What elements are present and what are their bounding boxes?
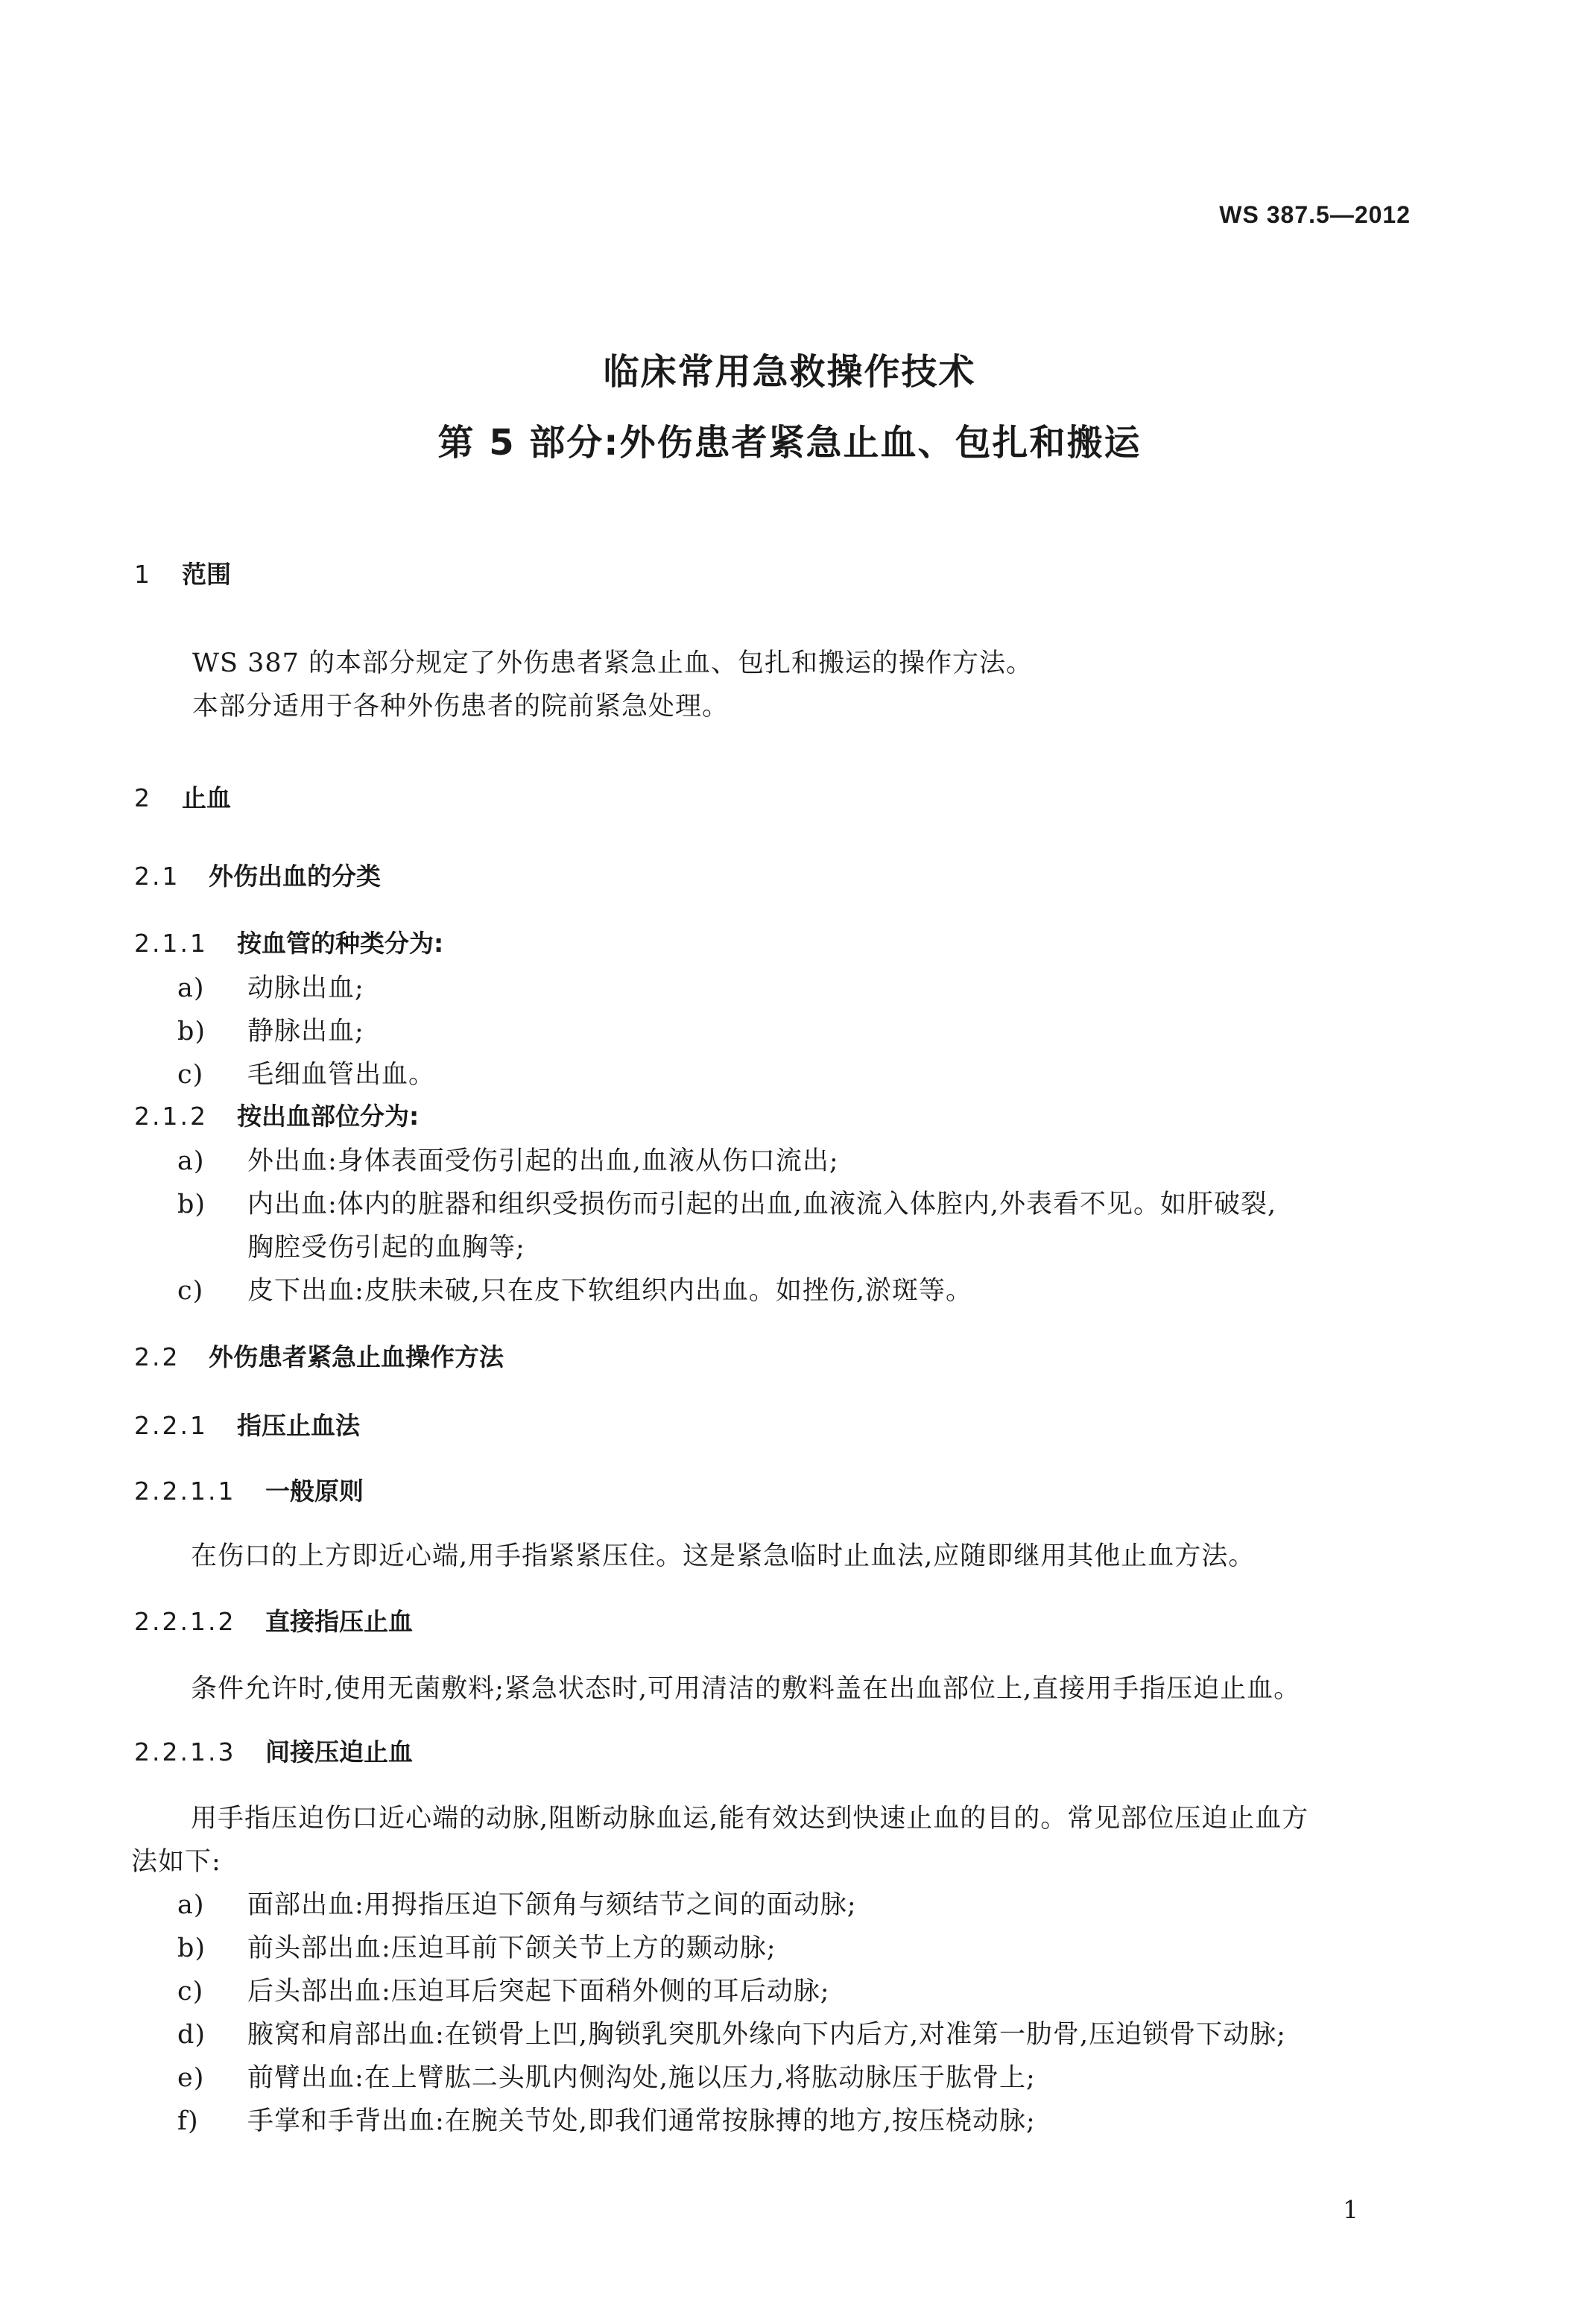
- list-marker: c): [177, 1060, 204, 1090]
- heading-number: 2.2.1: [134, 1411, 208, 1440]
- list-item: [177, 967, 364, 1005]
- heading-2-2: [134, 1338, 504, 1373]
- list-text: 后头部出血:压迫耳后突起下面稍外侧的耳后动脉;: [247, 1977, 830, 2006]
- heading-number: 2.1.2: [134, 1102, 208, 1131]
- list-text: 皮下出血:皮肤未破,只在皮下软组织内出血。如挫伤,淤斑等。: [247, 1276, 973, 1306]
- paragraph: 用手指压迫伤口近心端的动脉,阻断动脉血运,能有效达到快速止血的目的。常见部位压迫止血方: [191, 1804, 1309, 1834]
- standard-code: WS 387.5—2012: [1219, 201, 1411, 228]
- heading-number: 2.1: [134, 862, 180, 891]
- list-text: 外出血:身体表面受伤引起的出血,血液从伤口流出;: [247, 1146, 839, 1176]
- heading-title: 直接指压止血: [265, 1607, 413, 1636]
- list-marker: a): [177, 1146, 205, 1176]
- heading-2: [134, 779, 231, 814]
- list-item: [177, 1884, 857, 1922]
- list-marker: a): [177, 1890, 205, 1920]
- list-marker: e): [177, 2063, 205, 2093]
- list-item: [177, 1270, 972, 1307]
- list-marker: f): [177, 2106, 199, 2136]
- page-number: 1: [1343, 2195, 1358, 2224]
- heading-number: 2.2.1.2: [134, 1607, 236, 1636]
- heading-number: 2.2.1.3: [134, 1737, 236, 1766]
- heading-1: [134, 555, 231, 590]
- list-item-continuation: 胸腔受伤引起的血胸等;: [247, 1233, 525, 1263]
- list-marker: d): [177, 2020, 206, 2050]
- heading-2-2-1-1: [134, 1472, 364, 1507]
- list-text: 静脉出血;: [247, 1017, 364, 1046]
- list-marker: c): [177, 1276, 204, 1306]
- heading-title: 范围: [182, 560, 231, 589]
- heading-2-2-1-2: [134, 1603, 413, 1638]
- heading-title: 按血管的种类分为:: [237, 929, 444, 958]
- list-item: [177, 1184, 1276, 1221]
- list-marker: b): [177, 1017, 206, 1046]
- heading-title: 外伤出血的分类: [209, 862, 381, 891]
- list-item: [177, 2014, 1286, 2051]
- heading-number: 2.2: [134, 1342, 180, 1371]
- heading-title: 间接压迫止血: [265, 1737, 413, 1766]
- heading-number: 1: [134, 560, 152, 589]
- list-marker: b): [177, 1190, 206, 1219]
- list-text: 毛细血管出血。: [247, 1060, 436, 1090]
- heading-number: 2.2.1.1: [134, 1477, 236, 1506]
- heading-2-2-1: [134, 1406, 360, 1442]
- list-text: 前头部出血:压迫耳前下颌关节上方的颞动脉;: [247, 1933, 776, 1963]
- heading-number: 2: [134, 783, 152, 812]
- list-text: 动脉出血;: [247, 973, 364, 1003]
- list-item: [177, 1927, 776, 1965]
- list-item: [177, 2100, 1036, 2138]
- paragraph: 本部分适用于各种外伤患者的院前紧急处理。: [192, 692, 730, 721]
- heading-2-1-1: [134, 924, 443, 959]
- list-item: [177, 1054, 435, 1091]
- heading-title: 按出血部位分为:: [237, 1102, 420, 1131]
- list-text: 手掌和手背出血:在腕关节处,即我们通常按脉搏的地方,按压桡动脉;: [247, 2106, 1036, 2136]
- heading-title: 指压止血法: [237, 1411, 360, 1440]
- list-text: 前臂出血:在上臂肱二头肌内侧沟处,施以压力,将肱动脉压于肱骨上;: [247, 2063, 1036, 2093]
- paragraph: 在伤口的上方即近心端,用手指紧紧压住。这是紧急临时止血法,应随即继用其他止血方法。: [191, 1541, 1256, 1571]
- list-item: [177, 1011, 364, 1048]
- list-item: [177, 2057, 1036, 2094]
- paragraph: 条件允许时,使用无菌敷料;紧急状态时,可用清洁的敷料盖在出血部位上,直接用手指压迫止血。: [191, 1674, 1301, 1704]
- paragraph: WS 387 的本部分规定了外伤患者紧急止血、包扎和搬运的操作方法。: [192, 648, 1034, 678]
- doc-title-line2: 第 5 部分:外伤患者紧急止血、包扎和搬运: [437, 422, 1142, 464]
- heading-title: 止血: [182, 783, 231, 812]
- list-marker: b): [177, 1933, 206, 1963]
- doc-title-line1: 临床常用急救操作技术: [603, 351, 976, 393]
- list-item: [177, 1971, 830, 2008]
- heading-title: 外伤患者紧急止血操作方法: [209, 1342, 504, 1371]
- list-item: [177, 1140, 839, 1178]
- list-marker: c): [177, 1977, 204, 2006]
- heading-2-1-2: [134, 1097, 419, 1132]
- list-marker: a): [177, 973, 205, 1003]
- list-text: 内出血:体内的脏器和组织受损伤而引起的出血,血液流入体腔内,外表看不见。如肝破裂,: [247, 1190, 1277, 1219]
- paragraph-continuation: 法如下:: [131, 1847, 221, 1877]
- heading-2-2-1-3: [134, 1733, 413, 1768]
- heading-2-1: [134, 857, 381, 892]
- heading-number: 2.1.1: [134, 929, 208, 958]
- list-text: 腋窝和肩部出血:在锁骨上凹,胸锁乳突肌外缘向下内后方,对准第一肋骨,压迫锁骨下动脉;: [247, 2020, 1286, 2050]
- list-text: 面部出血:用拇指压迫下颌角与颏结节之间的面动脉;: [247, 1890, 857, 1920]
- heading-title: 一般原则: [265, 1477, 364, 1506]
